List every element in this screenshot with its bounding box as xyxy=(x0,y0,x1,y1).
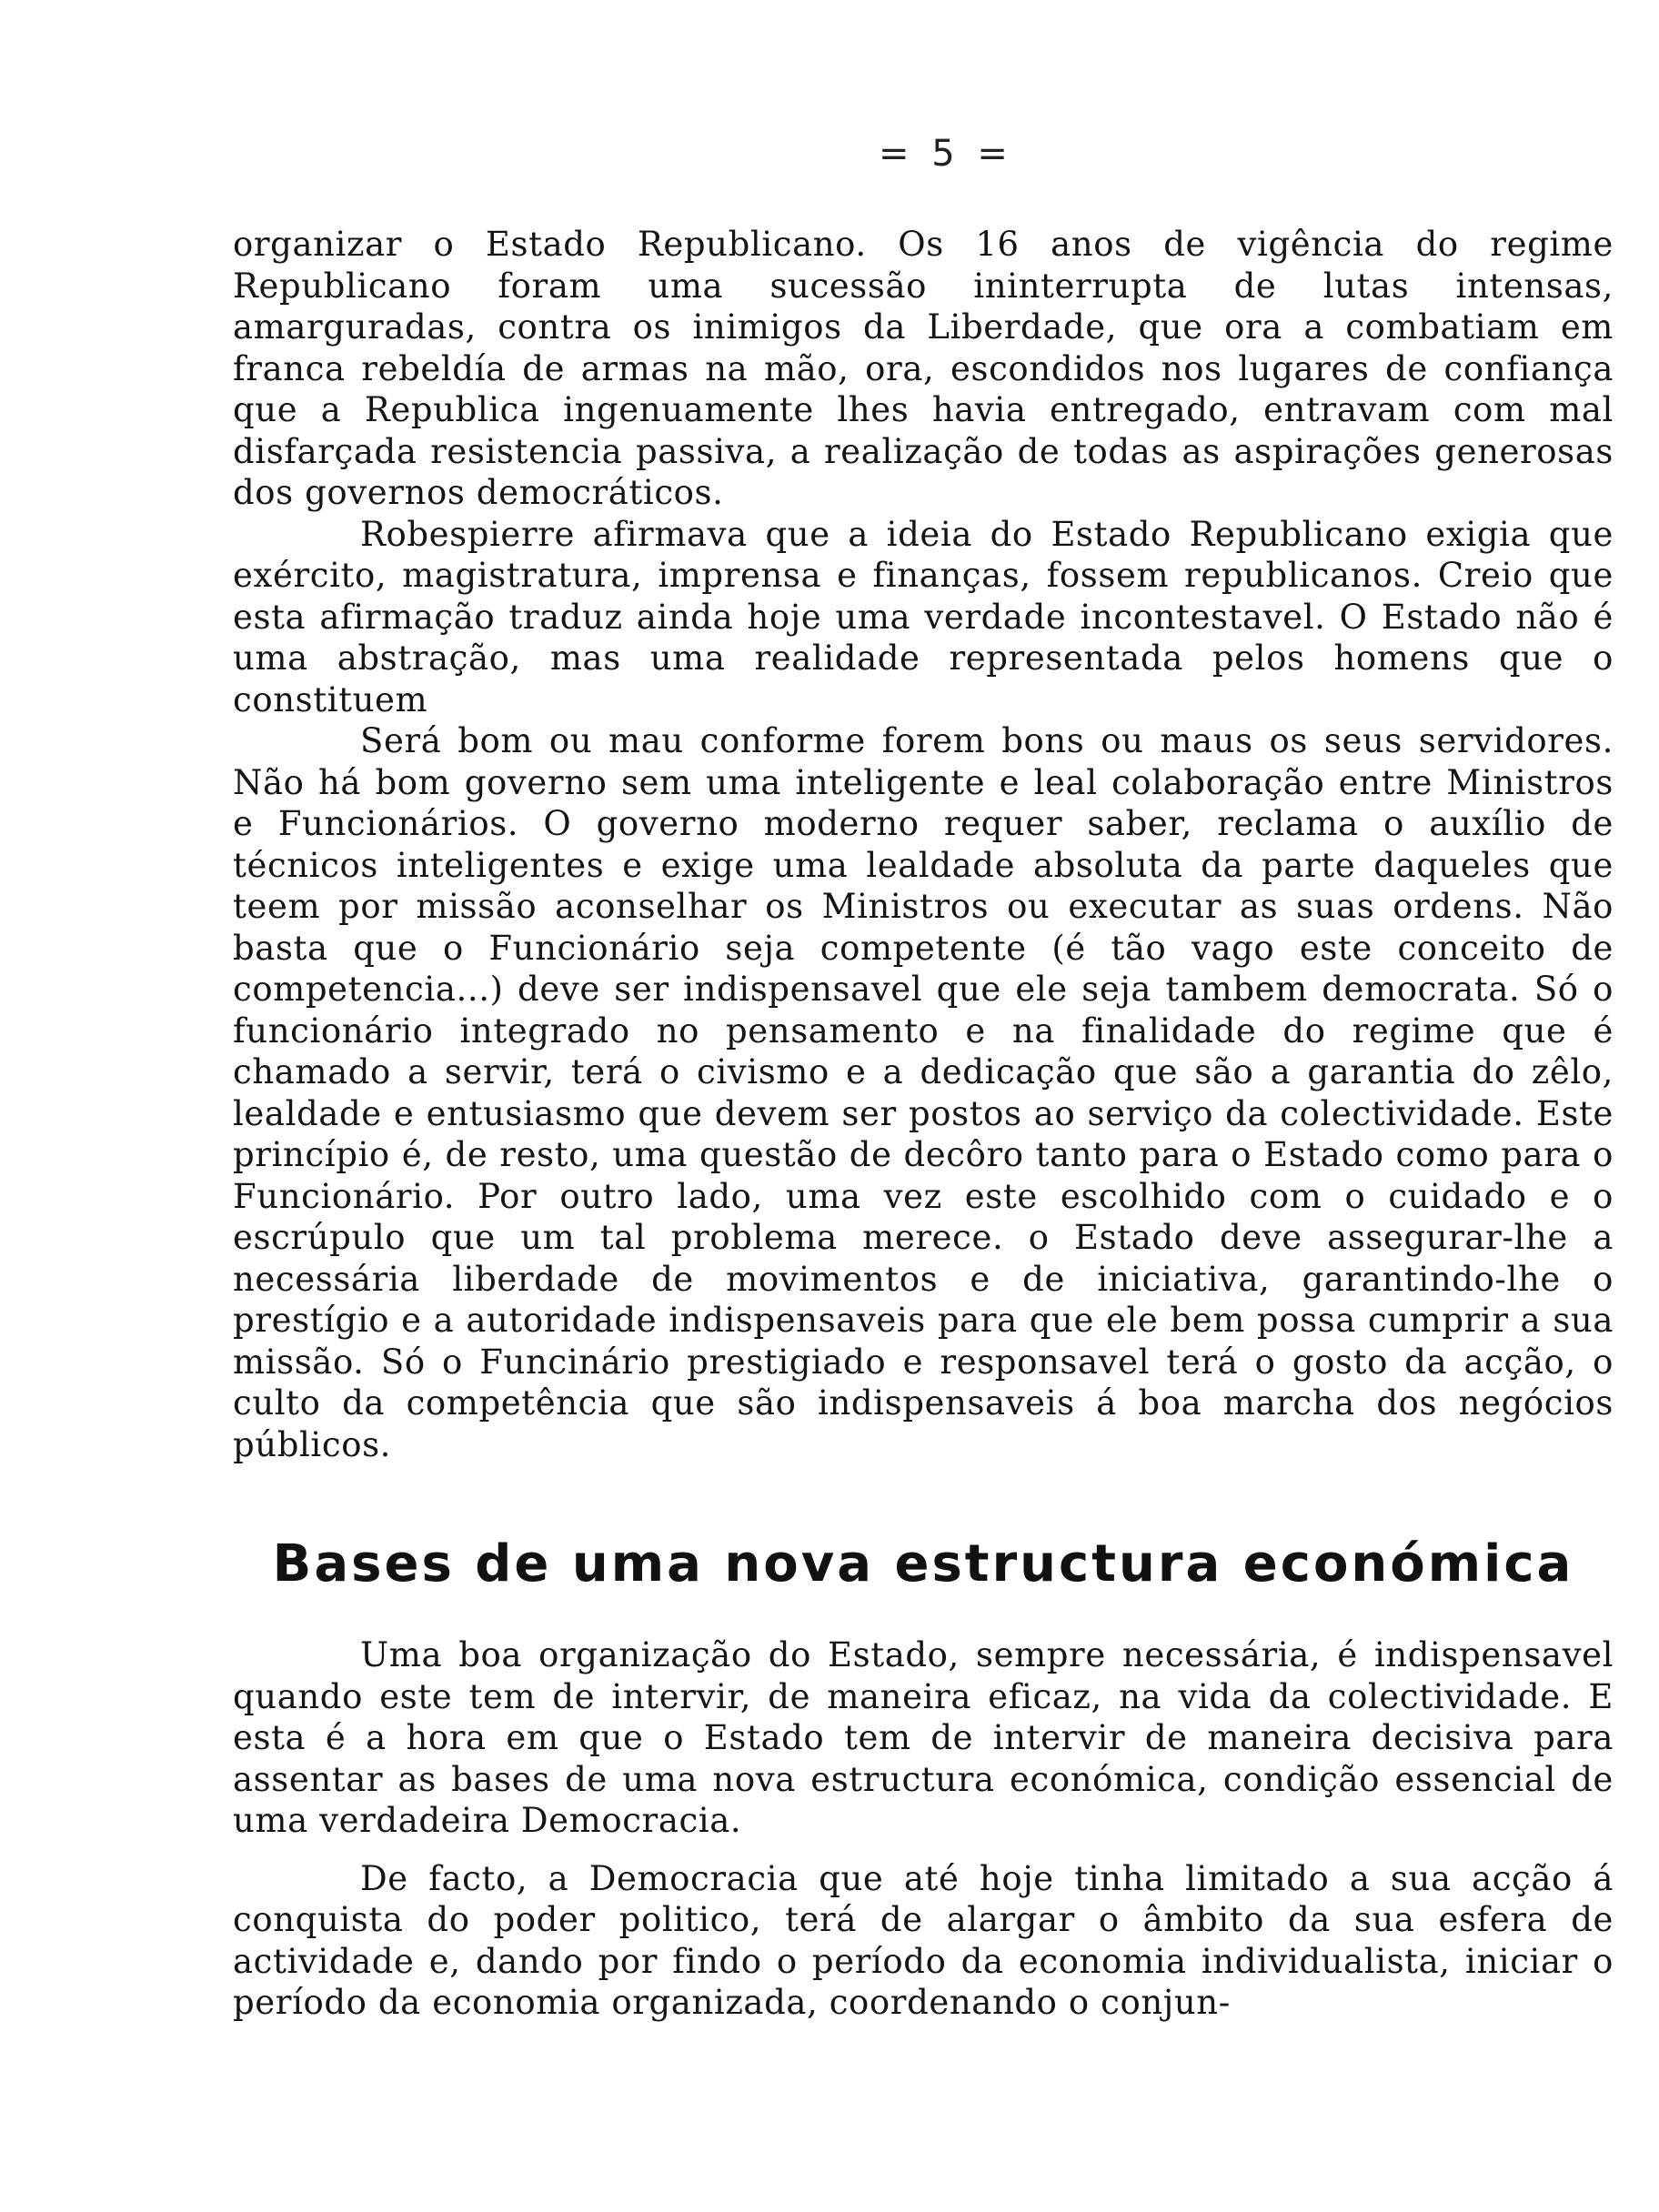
paragraph-servidores: Será bom ou mau conforme forem bons ou maus os seus servidores. Não há bom governo sem uma inteligente e leal colaboração entre Ministros e Funcionários. O governo moderno requer saber, reclama o auxílio de técnicos inteligentes e exige uma lealdade absoluta da parte daqueles que teem por missão aconselhar os Ministros ou executar as suas ordens. Não basta que o Funcionário seja competente (é tão vago este conceito de competencia...) deve ser indispensavel que ele seja tambem democrata. Só o funcionário integrado no pensamento e na finalidade do regime que é chamado a servir, terá o civismo e a dedicação que são a garantia do zêlo, lealdade e entusiasmo que devem ser postos ao serviço da colectividade. Este princípio é, de resto, uma questão de decôro tanto para o Estado como para o Funcionário. Por outro lado, uma vez este escolhido com o cuidado e o escrúpulo que um tal problema merece. o Estado deve assegurar-lhe a necessária liberdade de movimentos e de iniciativa, garantindo-lhe o prestígio e a autoridade indispensaveis para que ele bem possa cumprir a sua missão. Só o Funcinário prestigiado e responsavel terá o gosto da acção, o culto da competência que são indispensaveis á boa marcha dos negócios públicos. xyxy=(233,721,1614,1464)
paragraph-robespierre: Robespierre afirmava que a ideia do Estado Republicano exigia que exército, magistratura, imprensa e finanças, fossem republicanos. Creio que esta afirmação traduz ainda hoje uma verdade incontestavel. O Estado não é uma abstração, mas uma realidade representada pelos homens que o constituem xyxy=(233,514,1614,719)
section-1-body xyxy=(233,224,1614,1465)
paragraph-organizacao: Uma boa organização do Estado, sempre necessária, é indispensavel quando este tem de intervir, de maneira eficaz, na vida da colectividade. E esta é a hora em que o Estado tem de intervir de maneira decisiva para assentar as bases de uma nova estructura económica, condição essencial de uma verdadeira Democracia. xyxy=(233,1635,1614,1840)
paragraph-democracia: De facto, a Democracia que até hoje tinha limitado a sua acção á conquista do poder politico, terá de alargar o âmbito da sua esfera de actividade e, dando por findo o período da economia individualista, iniciar o período da economia organizada, coordenando o conjun- xyxy=(233,1858,1614,2022)
paragraph-continuation: organizar o Estado Republicano. Os 16 anos de vigência do regime Republicano foram uma sucessão ininterrupta de lutas intensas, amarguradas, contra os inimigos da Liberdade, que ora a combatiam em franca rebeldía de armas na mão, ora, escondidos nos lugares de confiança que a Republica ingenuamente lhes havia entregado, entravam com mal disfarçada resistencia passiva, a realização de todas as aspirações generosas dos governos democráticos. xyxy=(233,225,1614,512)
page-number: = 5 = xyxy=(879,133,1013,175)
section-2-body xyxy=(233,1634,1614,2024)
section-heading: Bases de uma nova estructura económica xyxy=(272,1534,1574,1594)
